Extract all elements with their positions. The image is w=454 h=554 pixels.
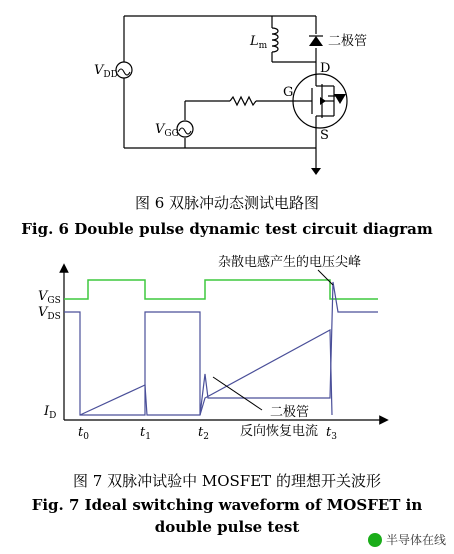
diode-label: 二极管 <box>328 34 368 49</box>
vgg-source-icon <box>177 121 193 137</box>
id-waveform <box>80 330 332 415</box>
diode-leader-line <box>213 377 262 410</box>
vds-label: $V_{DS}$ <box>38 305 61 322</box>
inductor <box>272 28 278 52</box>
waveform-chart <box>0 250 454 450</box>
vdd-source-icon <box>116 62 132 78</box>
spike-annotation: 杂散电感产生的电压尖峰 <box>218 255 362 270</box>
t1-label: $t_1$ <box>140 425 151 442</box>
diode-triangle <box>309 36 323 46</box>
diode-note-line1: 二极管 <box>270 405 310 420</box>
figure6-caption-en: Fig. 6 Double pulse dynamic test circuit diagram <box>21 220 433 238</box>
figure7-caption-en-1: Fig. 7 Ideal switching waveform of MOSFET in <box>31 496 423 514</box>
vgs-label: $V_{GS}$ <box>38 289 61 306</box>
t0-label: $t_0$ <box>78 425 89 442</box>
body-diode-triangle <box>334 94 346 104</box>
channel-arrow <box>320 97 326 105</box>
wechat-icon <box>368 533 382 547</box>
t3-label: $t_3$ <box>326 425 337 442</box>
watermark <box>368 531 446 548</box>
vdd-label: $V_{DD}$ <box>94 63 118 80</box>
gate-resistor <box>230 97 256 105</box>
lm-label: $L_m$ <box>250 34 268 51</box>
ground-arrow <box>311 168 321 175</box>
figure7-caption-cn: 图 7 双脉冲试验中 MOSFET 的理想开关波形 <box>73 472 381 490</box>
source-label: S <box>320 128 329 143</box>
figure7-caption-en-2: double pulse test <box>154 518 300 536</box>
diode-note-line2: 反向恢复电流 <box>240 424 319 439</box>
drain-label: D <box>320 61 331 76</box>
id-label: $I_D$ <box>44 404 57 421</box>
spike-leader-line <box>318 270 333 285</box>
watermark-text: 半导体在线 <box>385 533 446 547</box>
figure6-caption-cn: 图 6 双脉冲动态测试电路图 <box>134 194 320 212</box>
gate-label: G <box>283 85 294 100</box>
circuit-diagram <box>0 0 454 180</box>
t2-label: $t_2$ <box>198 425 209 442</box>
vgg-label: $V_{GG}$ <box>155 122 179 139</box>
